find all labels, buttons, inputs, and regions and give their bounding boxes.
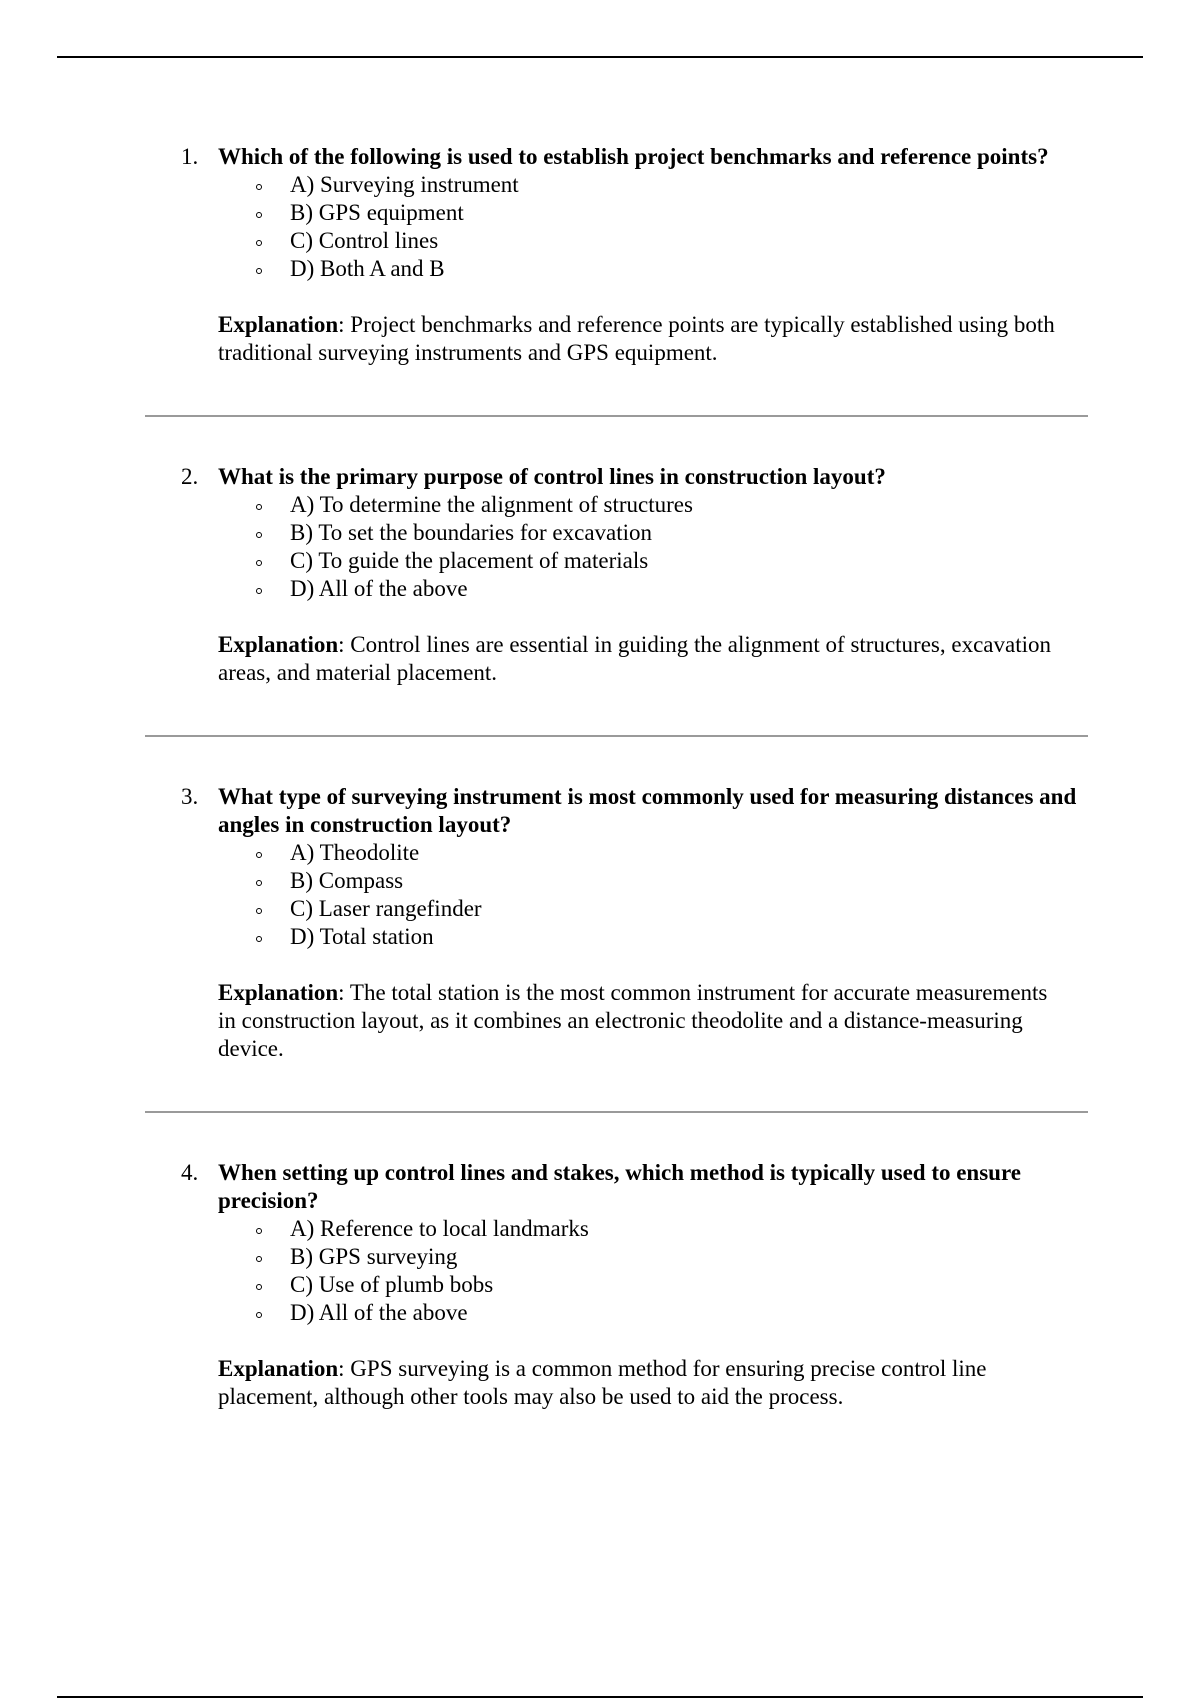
option-list: [0, 839, 1200, 951]
option-b: [0, 519, 1200, 547]
circle-bullet-icon: [256, 1312, 262, 1318]
explanation: Explanation: GPS surveying is a common method for ensuring precise control line placement, although other tools may also be used to aid the process.: [218, 1356, 987, 1409]
option-label: B) To set the boundaries for excavation: [290, 520, 653, 545]
option-d: [0, 1299, 1200, 1327]
explanation: Explanation: Project benchmarks and reference points are typically established using both traditional surveying instruments and GPS equipment.: [218, 312, 1055, 365]
option-label: C) To guide the placement of materials: [290, 548, 649, 573]
question-text: What type of surveying instrument is most commonly used for measuring distances and angles in construction layout?: [218, 784, 1077, 837]
question-number: 2.: [181, 464, 199, 489]
option-d: [0, 575, 1200, 603]
option-label: B) GPS equipment: [290, 200, 464, 225]
option-b: [0, 1243, 1200, 1271]
option-label: B) Compass: [290, 868, 404, 893]
option-label: D) Both A and B: [290, 256, 445, 281]
question-number: 1.: [181, 144, 199, 169]
explanation-label: Explanation: [218, 632, 339, 657]
circle-bullet-icon: [256, 212, 262, 218]
option-c: [0, 227, 1200, 255]
question-divider: [145, 415, 1088, 417]
circle-bullet-icon: [256, 268, 262, 274]
explanation: Explanation: The total station is the most common instrument for accurate measurements in construction layout, as it combines an electronic theodolite and a distance-measuring device.: [218, 980, 1048, 1061]
option-c: [0, 1271, 1200, 1299]
question-header: [0, 1159, 1080, 1215]
option-label: C) Laser rangefinder: [290, 896, 482, 921]
explanation-text: Control lines are essential in guiding the alignment of structures, excavation areas, and material placement.: [218, 632, 1051, 685]
circle-bullet-icon: [256, 240, 262, 246]
option-b: [0, 199, 1200, 227]
explanation-label: Explanation: [218, 980, 339, 1005]
quiz-content: [0, 143, 1200, 1411]
option-label: A) Theodolite: [290, 840, 420, 865]
option-label: C) Use of plumb bobs: [290, 1272, 494, 1297]
circle-bullet-icon: [256, 560, 262, 566]
explanation-text: The total station is the most common instrument for accurate measurements in construction layout, as it combines an electronic theodolite and a distance-measuring device.: [218, 980, 1048, 1061]
option-label: B) GPS surveying: [290, 1244, 458, 1269]
option-label: A) To determine the alignment of structures: [290, 492, 693, 517]
option-list: [0, 171, 1200, 283]
option-a: [0, 839, 1200, 867]
question-text: Which of the following is used to establish project benchmarks and reference points?: [218, 144, 1049, 169]
option-label: D) All of the above: [290, 576, 468, 601]
option-a: [0, 1215, 1200, 1243]
option-b: [0, 867, 1200, 895]
question-divider: [145, 1111, 1088, 1113]
option-label: A) Surveying instrument: [290, 172, 519, 197]
circle-bullet-icon: [256, 1228, 262, 1234]
option-c: [0, 895, 1200, 923]
option-label: C) Control lines: [290, 228, 439, 253]
question-divider: [145, 735, 1088, 737]
question-2: [0, 463, 1200, 687]
option-a: [0, 491, 1200, 519]
question-3: [0, 783, 1200, 1063]
option-d: [0, 255, 1200, 283]
option-c: [0, 547, 1200, 575]
circle-bullet-icon: [256, 880, 262, 886]
explanation: Explanation: Control lines are essential in guiding the alignment of structures, excavation areas, and material placement.: [218, 632, 1051, 685]
question-1: [0, 143, 1200, 367]
question-text: When setting up control lines and stakes, which method is typically used to ensure precision?: [218, 1160, 1021, 1213]
question-number: 4.: [181, 1160, 199, 1185]
option-list: [0, 491, 1200, 603]
question-header: [0, 463, 1080, 491]
option-label: D) All of the above: [290, 1300, 468, 1325]
option-label: A) Reference to local landmarks: [290, 1216, 589, 1241]
question-header: [0, 783, 1080, 839]
option-a: [0, 171, 1200, 199]
option-d: [0, 923, 1200, 951]
page-top-rule: [57, 56, 1143, 58]
explanation-label: Explanation: [218, 312, 339, 337]
question-4: [0, 1159, 1200, 1411]
question-text: What is the primary purpose of control lines in construction layout?: [218, 464, 886, 489]
circle-bullet-icon: [256, 588, 262, 594]
option-list: [0, 1215, 1200, 1327]
circle-bullet-icon: [256, 504, 262, 510]
circle-bullet-icon: [256, 936, 262, 942]
explanation-text: Project benchmarks and reference points are typically established using both traditional surveying instruments and GPS equipment.: [218, 312, 1055, 365]
circle-bullet-icon: [256, 184, 262, 190]
question-header: [0, 143, 1080, 171]
question-number: 3.: [181, 784, 199, 809]
circle-bullet-icon: [256, 908, 262, 914]
explanation-label: Explanation: [218, 1356, 339, 1381]
circle-bullet-icon: [256, 1256, 262, 1262]
page-bottom-rule: [57, 1696, 1143, 1698]
circle-bullet-icon: [256, 532, 262, 538]
circle-bullet-icon: [256, 1284, 262, 1290]
circle-bullet-icon: [256, 852, 262, 858]
explanation-text: GPS surveying is a common method for ensuring precise control line placement, although other tools may also be used to aid the process.: [218, 1356, 987, 1409]
option-label: D) Total station: [290, 924, 434, 949]
